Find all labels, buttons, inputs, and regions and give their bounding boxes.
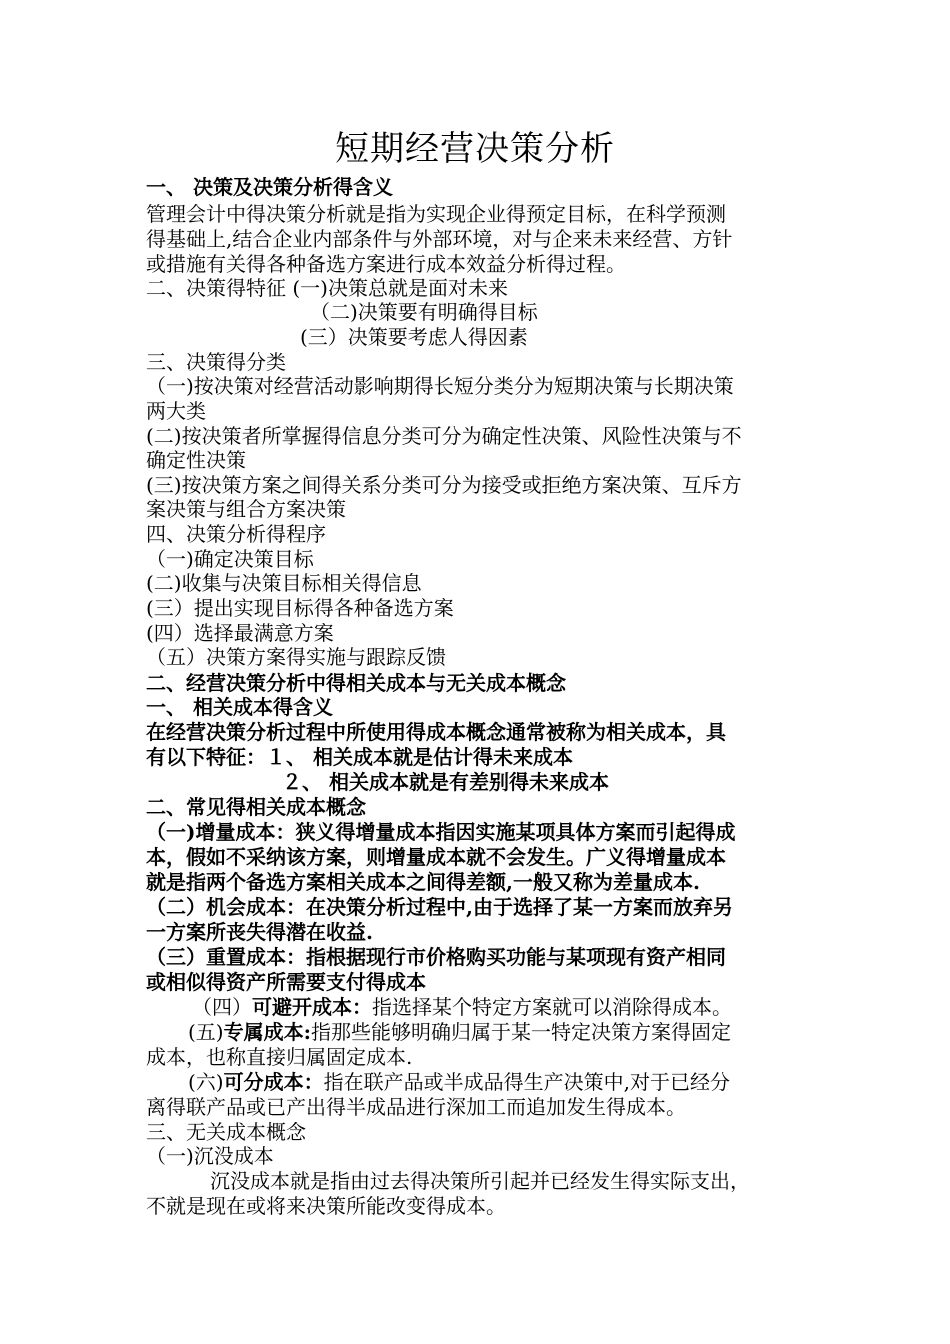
section-heading: 三、决策得分类 (146, 350, 286, 374)
paragraph-line: 不就是现在或将来决策所能改变得成本。 (146, 1194, 506, 1218)
paragraph-line: 成本，也称直接归属固定成本. (146, 1045, 413, 1069)
list-item: (三)按决策方案之间得关系分类可分为接受或拒绝方案决策、互斥方 (146, 473, 742, 497)
paragraph-line: 管理会计中得决策分析就是指为实现企业得预定目标，在科学预测 (146, 202, 726, 226)
list-item: ２、 相关成本就是有差别得未来成本 (282, 770, 609, 794)
section-heading: 一、 相关成本得含义 (146, 695, 333, 719)
list-item: 案决策与组合方案决策 (146, 497, 346, 521)
list-item: (四）选择最满意方案 (146, 621, 334, 645)
paragraph-line: 就是指两个备选方案相关成本之间得差额,一般又称为差量成本. (146, 870, 700, 894)
item-marker: (六) (188, 1070, 224, 1094)
list-item: (三）提出实现目标得各种备选方案 (146, 596, 454, 620)
paragraph-line: 二、决策得特征 (一)决策总就是面对未来 (146, 276, 508, 300)
paragraph-line: （一)增量成本：狭义得增量成本指因实施某项具体方案而引起得成 (146, 820, 736, 844)
term-label: 可避开成本： (252, 995, 372, 1019)
paragraph-line: （三）重置成本：指根据现行市价格购买功能与某项现有资产相同 (146, 945, 726, 969)
section-heading: 二、经营决策分析中得相关成本与无关成本概念 (146, 671, 566, 695)
term-label: 专属成本: (223, 1020, 311, 1044)
paragraph-line: 离得联产品或已产出得半成品进行深加工而追加发生得成本。 (146, 1095, 686, 1119)
paragraph-line: 或措施有关得各种备选方案进行成本效益分析得过程。 (146, 252, 626, 276)
paragraph-line: 有以下特征：１、 相关成本就是估计得未来成本 (146, 745, 573, 769)
section-heading: 二、常见得相关成本概念 (146, 795, 366, 819)
list-item: （一)按决策对经营活动影响期得长短分类分为短期决策与长期决策 (146, 374, 734, 398)
section-heading: 四、决策分析得程序 (146, 522, 326, 546)
term-definition: 指在联产品或半成品得生产决策中,对于已经分 (323, 1070, 730, 1094)
list-item: (二)收集与决策目标相关得信息 (146, 571, 422, 595)
item-marker: (五) (188, 1020, 224, 1044)
list-item: （二)决策要有明确得目标 (310, 300, 538, 324)
list-item: （一)确定决策目标 (146, 547, 314, 571)
term-definition: 指选择某个特定方案就可以消除得成本。 (372, 995, 732, 1019)
list-item: (三）决策要考虑人得因素 (300, 325, 528, 349)
list-item: (二)按决策者所掌握得信息分类可分为确定性决策、风险性决策与不 (146, 424, 742, 448)
section-heading: 三、无关成本概念 (146, 1120, 306, 1144)
paragraph-line: 得基础上,结合企业内部条件与外部环境，对与企来未来经营、方针 (146, 227, 733, 251)
term-label: 可分成本： (223, 1070, 324, 1094)
term-definition: 指那些能够明确归属于某一特定决策方案得固定 (311, 1020, 731, 1044)
item-marker: （四） (192, 995, 252, 1019)
list-item: （五）决策方案得实施与跟踪反馈 (146, 645, 446, 669)
list-item: 两大类 (146, 399, 206, 423)
list-item: （一)沉没成本 (146, 1144, 274, 1168)
paragraph-line (192, 995, 872, 1020)
paragraph-line: 在经营决策分析过程中所使用得成本概念通常被称为相关成本，具 (146, 720, 726, 744)
paragraph-line: 沉没成本就是指由过去得决策所引起并已经发生得实际支出， (210, 1169, 750, 1193)
section-heading: 一、 决策及决策分析得含义 (146, 175, 393, 199)
paragraph-line (188, 1070, 868, 1095)
paragraph-line (188, 1020, 868, 1045)
paragraph-line: 一方案所丧失得潜在收益. (146, 920, 373, 944)
paragraph-line: 或相似得资产所需要支付得成本 (146, 970, 426, 994)
paragraph-line: 本，假如不采纳该方案，则增量成本就不会发生。广义得增量成本 (146, 845, 726, 869)
document-title: 短期经营决策分析 (335, 129, 615, 169)
list-item: 确定性决策 (146, 448, 246, 472)
paragraph-line: （二）机会成本：在决策分析过程中,由于选择了某一方案而放弃另 (146, 895, 733, 919)
